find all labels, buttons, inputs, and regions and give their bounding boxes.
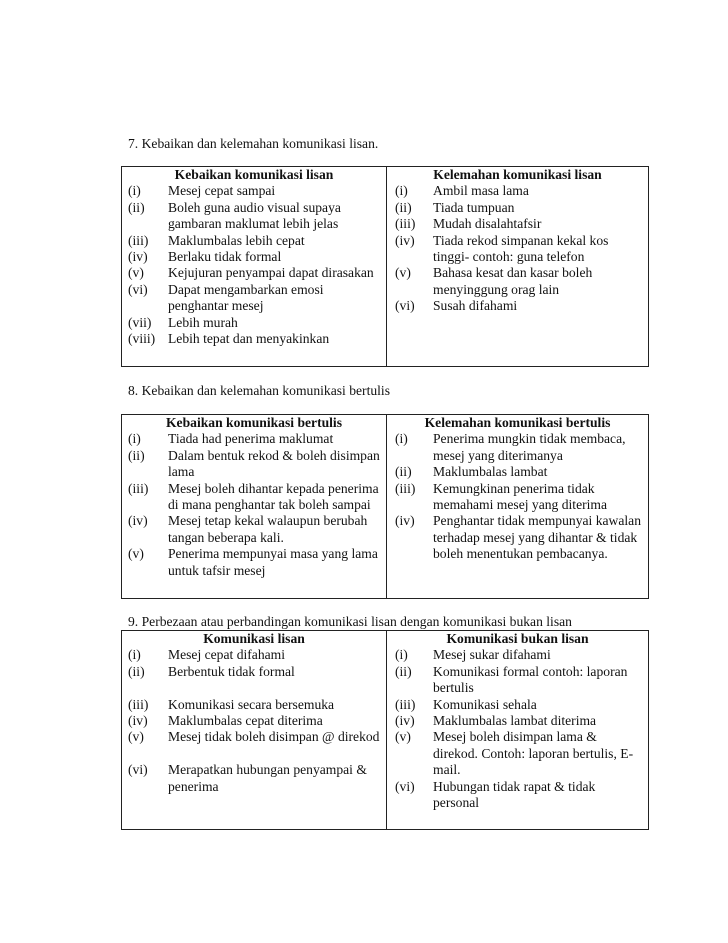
section-7-table bbox=[121, 166, 649, 367]
item-text: Dapat mengambarkan emosi penghantar mesej bbox=[168, 281, 324, 314]
item-number: (v) bbox=[395, 729, 411, 745]
item-number: (i) bbox=[128, 647, 141, 663]
section-7-left-header: Kebaikan komunikasi lisan bbox=[174, 167, 334, 182]
item-number: (ii) bbox=[395, 199, 412, 215]
section-9-right-header: Komunikasi bukan lisan bbox=[446, 631, 589, 646]
item-number: (ii) bbox=[128, 663, 145, 679]
item-number: (iii) bbox=[128, 480, 149, 496]
item-number: (vii) bbox=[128, 314, 152, 330]
item-text: Komunikasi formal contoh: laporan bertulis bbox=[433, 663, 628, 696]
list-item bbox=[387, 200, 648, 216]
item-number: (i) bbox=[395, 183, 408, 199]
item-number: (vi) bbox=[128, 762, 148, 778]
item-text: Merapatkan hubungan penyampai & penerima bbox=[168, 762, 367, 794]
list-item bbox=[387, 713, 648, 729]
section-7-right-column bbox=[387, 167, 649, 367]
list-item bbox=[122, 200, 386, 233]
item-number: (i) bbox=[128, 431, 141, 447]
item-text: Tiada rekod simpanan kekal kos tinggi- contoh: guna telefon bbox=[433, 232, 609, 265]
list-item bbox=[387, 697, 648, 713]
item-text: Maklumbalas cepat diterima bbox=[168, 713, 323, 729]
list-item bbox=[387, 265, 648, 298]
list-item bbox=[122, 481, 386, 514]
item-number: (ii) bbox=[395, 663, 412, 679]
list-item bbox=[122, 233, 386, 249]
list-item bbox=[122, 664, 386, 680]
list-item bbox=[122, 647, 386, 663]
list-item bbox=[387, 298, 648, 314]
item-number: (vi) bbox=[395, 298, 415, 314]
list-item bbox=[387, 729, 648, 778]
item-text: Penerima mungkin tidak membaca, mesej yang diterimanya bbox=[433, 431, 626, 463]
list-item bbox=[387, 779, 648, 812]
item-text: Hubungan tidak rapat & tidak personal bbox=[433, 778, 596, 811]
item-text: Kejujuran penyampai dapat dirasakan bbox=[168, 265, 374, 281]
item-text: Berlaku tidak formal bbox=[168, 249, 282, 265]
item-text: Maklumbalas lambat bbox=[433, 464, 548, 480]
item-number: (iv) bbox=[128, 249, 148, 265]
item-text: Mesej cepat sampai bbox=[168, 183, 276, 199]
list-item bbox=[387, 513, 648, 562]
list-item bbox=[122, 713, 386, 729]
item-number: (iv) bbox=[395, 232, 415, 248]
item-number: (viii) bbox=[128, 331, 156, 347]
item-text: Bahasa kesat dan kasar boleh menyinggung orag lain bbox=[433, 265, 593, 297]
item-number: (iii) bbox=[128, 232, 149, 248]
list-item bbox=[122, 282, 386, 315]
item-text: Maklumbalas lambat diterima bbox=[433, 713, 597, 729]
list-item bbox=[387, 233, 648, 266]
section-9-left-header: Komunikasi lisan bbox=[203, 631, 305, 646]
list-item bbox=[387, 431, 648, 464]
item-text: Tiada had penerima maklumat bbox=[168, 431, 334, 447]
item-text: Mudah disalahtafsir bbox=[433, 216, 542, 232]
list-item bbox=[122, 249, 386, 265]
item-text: Penghantar tidak mempunyai kawalan terhadap mesej yang dihantar & tidak boleh menentukan pembacanya. bbox=[433, 513, 641, 562]
item-number: (iv) bbox=[128, 713, 148, 729]
item-text: Mesej sukar difahami bbox=[433, 647, 551, 663]
item-text: Lebih tepat dan menyakinkan bbox=[168, 331, 330, 347]
list-item bbox=[122, 729, 386, 745]
section-8-title: 8. Kebaikan dan kelemahan komunikasi bertulis bbox=[128, 383, 390, 398]
list-item bbox=[387, 183, 648, 199]
list-item bbox=[122, 183, 386, 199]
list-item bbox=[122, 331, 386, 347]
section-8-table bbox=[121, 414, 649, 599]
item-text: Lebih murah bbox=[168, 314, 238, 330]
item-text: Boleh guna audio visual supaya gambaran maklumat lebih jelas bbox=[168, 199, 341, 232]
item-number: (iii) bbox=[395, 480, 416, 496]
item-number: (i) bbox=[395, 431, 408, 447]
list-item bbox=[122, 513, 386, 546]
section-8-left-column bbox=[122, 415, 387, 599]
section-7-right-header: Kelemahan komunikasi lisan bbox=[433, 167, 602, 182]
section-8-right-header: Kelemahan komunikasi bertulis bbox=[424, 415, 611, 430]
item-number: (vi) bbox=[128, 281, 148, 297]
item-text: Mesej tidak boleh disimpan @ direkod bbox=[168, 729, 380, 745]
section-9-table bbox=[121, 630, 649, 830]
blank-line bbox=[122, 746, 386, 762]
section-9-right-column bbox=[387, 631, 649, 830]
section-9-title: 9. Perbezaan atau perbandingan komunikasi lisan dengan komunikasi bukan lisan bbox=[128, 614, 572, 629]
list-item bbox=[122, 265, 386, 281]
item-number: (v) bbox=[128, 265, 144, 281]
list-item bbox=[387, 481, 648, 514]
item-text: Ambil masa lama bbox=[433, 183, 529, 199]
item-text: Mesej boleh dihantar kepada penerima di mana penghantar tak boleh sampai bbox=[168, 480, 379, 513]
list-item bbox=[387, 216, 648, 232]
item-number: (iii) bbox=[395, 696, 416, 712]
section-8-right-column bbox=[387, 415, 649, 599]
item-number: (v) bbox=[128, 546, 144, 562]
item-text: Susah difahami bbox=[433, 298, 518, 314]
item-text: Berbentuk tidak formal bbox=[168, 663, 295, 679]
item-number: (i) bbox=[395, 647, 408, 663]
item-number: (v) bbox=[395, 265, 411, 281]
section-7-title: 7. Kebaikan dan kelemahan komunikasi lisan. bbox=[128, 136, 379, 151]
list-item bbox=[122, 431, 386, 447]
item-number: (i) bbox=[128, 183, 141, 199]
item-text: Tiada tumpuan bbox=[433, 199, 515, 215]
section-8-left-header: Kebaikan komunikasi bertulis bbox=[165, 415, 342, 430]
list-item bbox=[122, 762, 386, 795]
item-text: Mesej tetap kekal walaupun berubah tangan beberapa kali. bbox=[168, 513, 368, 545]
list-item bbox=[387, 647, 648, 663]
item-number: (iv) bbox=[128, 513, 148, 529]
item-text: Mesej boleh disimpan lama & direkod. Contoh: laporan bertulis, E-mail. bbox=[433, 729, 634, 778]
item-number: (iv) bbox=[395, 513, 415, 529]
list-item bbox=[122, 546, 386, 579]
item-text: Penerima mempunyai masa yang lama untuk tafsir mesej bbox=[168, 546, 378, 578]
item-text: Dalam bentuk rekod & boleh disimpan lama bbox=[168, 447, 380, 480]
item-number: (ii) bbox=[128, 447, 145, 463]
item-text: Komunikasi secara bersemuka bbox=[168, 696, 335, 712]
list-item bbox=[122, 697, 386, 713]
item-number: (ii) bbox=[395, 464, 412, 480]
item-text: Maklumbalas lebih cepat bbox=[168, 232, 305, 248]
item-number: (iii) bbox=[128, 696, 149, 712]
item-number: (iv) bbox=[395, 713, 415, 729]
blank-line bbox=[122, 680, 386, 696]
list-item bbox=[387, 464, 648, 480]
item-number: (vi) bbox=[395, 778, 415, 794]
list-item bbox=[122, 448, 386, 481]
item-number: (ii) bbox=[128, 199, 145, 215]
item-text: Mesej cepat difahami bbox=[168, 647, 286, 663]
item-text: Komunikasi sehala bbox=[433, 696, 537, 712]
list-item bbox=[122, 315, 386, 331]
item-text: Kemungkinan penerima tidak memahami mesej yang diterima bbox=[433, 480, 608, 513]
item-number: (iii) bbox=[395, 216, 416, 232]
section-7-left-column bbox=[122, 167, 387, 367]
section-9-left-column bbox=[122, 631, 387, 830]
list-item bbox=[387, 664, 648, 697]
item-number: (v) bbox=[128, 729, 144, 745]
